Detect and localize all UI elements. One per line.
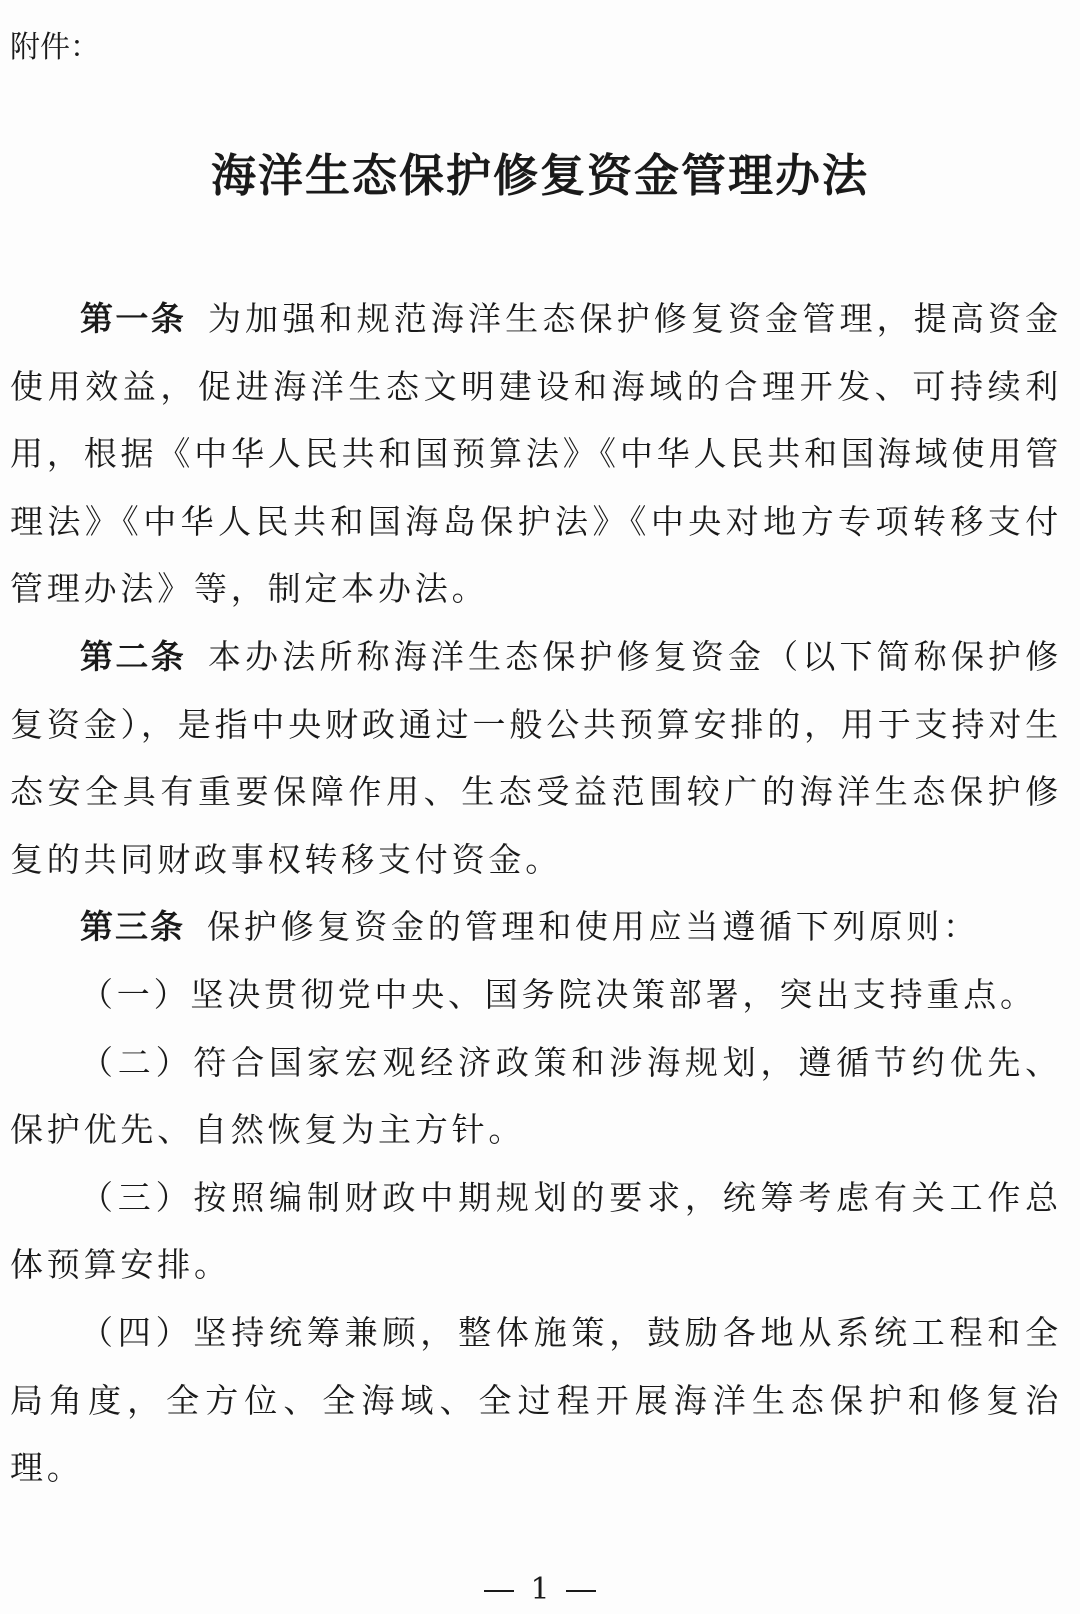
article-label: 第二条 [80, 636, 187, 676]
article-1 [10, 285, 1062, 623]
document-title: 海洋生态保护修复资金管理办法 [210, 149, 869, 202]
attachment-label: 附件： [10, 30, 100, 65]
page-number [0, 1572, 1080, 1608]
principle-item: （二）符合国家宏观经济政策和涉海规划，遵循节约优先、保护优先、自然恢复为主方针。 [10, 1042, 1062, 1150]
article-label: 第三条 [80, 907, 185, 947]
article-3 [10, 893, 1062, 961]
article-label: 第一条 [80, 299, 187, 338]
article-text: 为加强和规范海洋生态保护修复资金管理，提高资金使用效益，促进海洋生态文明建设和海域的合理开发、可持续利用，根据《中华人民共和国预算法》《中华人民共和国海域使用管理法》《中华人民共和国海岛保护法》《中央对地方专项转移支付管理办法》等，制定本办法。 [10, 299, 1062, 609]
article-text: 保护修复资金的管理和使用应当遵循下列原则： [207, 907, 980, 947]
dash-right [566, 1590, 596, 1592]
document-body [10, 285, 1062, 1502]
principle-item: （三）按照编制财政中期规划的要求，统筹考虑有关工作总体预算安排。 [10, 1177, 1062, 1285]
page-number-value: 1 [530, 1572, 550, 1607]
article-2 [10, 623, 1062, 893]
principle-item: （一）坚决贯彻党中央、国务院决策部署，突出支持重点。 [80, 974, 1037, 1014]
dash-left [484, 1590, 514, 1592]
article-text: 本办法所称海洋生态保护修复资金（以下简称保护修复资金），是指中央财政通过一般公共预算安排的，用于支持对生态安全具有重要保障作用、生态受益范围较广的海洋生态保护修复的共同财政事权转移支付资金。 [10, 636, 1062, 879]
principle-item: （四）坚持统筹兼顾，整体施策，鼓励各地从系统工程和全局角度，全方位、全海域、全过程开展海洋生态保护和修复治理。 [10, 1312, 1062, 1488]
